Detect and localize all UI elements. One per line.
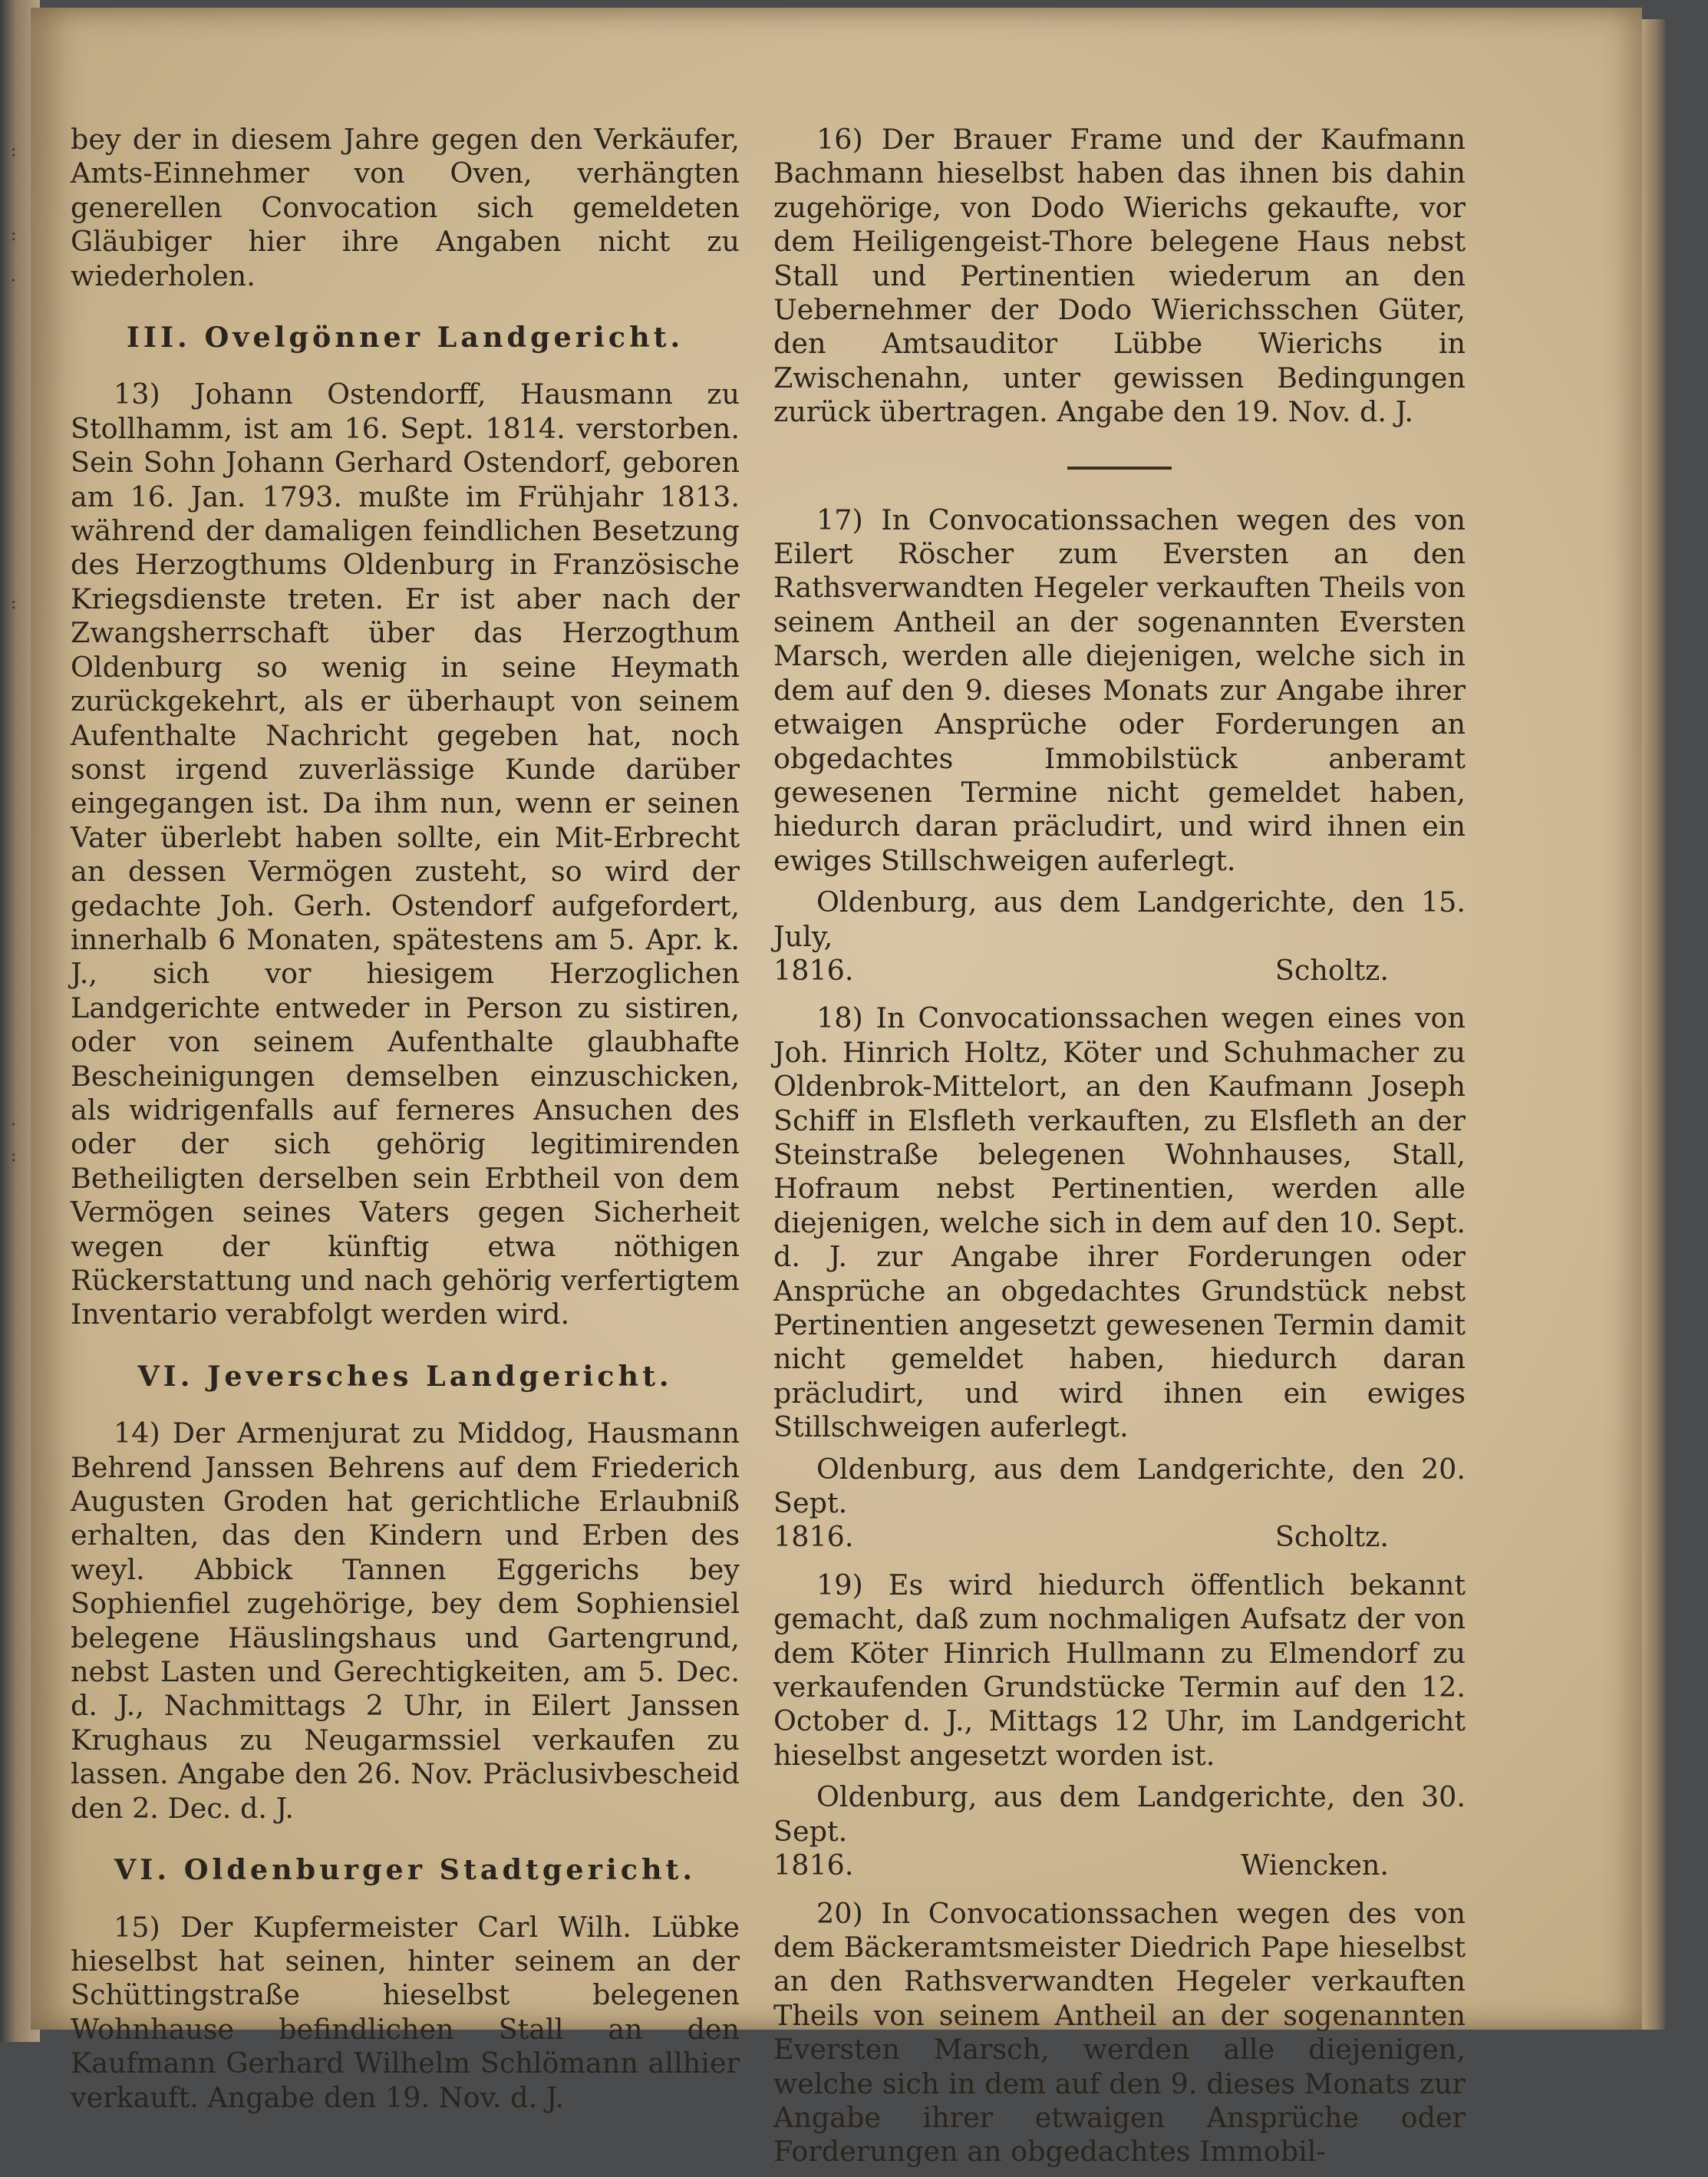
section-heading-ovelgoenne: III. Ovelgönner Landgericht.	[126, 321, 684, 355]
year-19: 1816.	[773, 1849, 854, 1882]
notice-13: 13) Johann Ostendorff, Hausmann zu Stollhamm, ist am 16. Sept. 1814. verstorben. Sein Sohn Johann Gerhard Ostendorf, geboren am 16. Jan. 1793. mußte im Frühjahr 1813. während der damaligen feindlichen Besetzung des Herzogthums Oldenburg in Französische Kriegsdienste treten. Er ist aber nach der Zwangsherrschaft über das Herzogthum Oldenburg so wenig in seine Heymath zurückgekehrt, als er überhaupt von seinem Aufenthalte Nachricht gegeben hat, noch sonst irgend zuverlässige Kunde darüber eingegangen ist. Da ihm nun, wenn er seinen Vater überlebt haben sollte, ein Mit-Erbrecht an dessen Vermögen zusteht, so wird der gedachte Joh. Gerh. Ostendorf aufgefordert, innerhalb 6 Monaten, spätestens am 5. Apr. k. J., sich vor hiesigem Herzoglichen Landgerichte entweder in Person zu sistiren, oder von seinem Aufenthalte glaubhafte Bescheinigungen demselben einzuschicken, als widrigenfalls auf ferneres Ansuchen des oder der sich gehörig legitimirenden Betheiligten derselben sein Erbtheil von dem Vermögen seines Vaters gegen Sicherheit wegen der künftig etwa nöthigen Rückerstattung und nach gehörig verfertigtem Inventario verabfolgt werden wird.	[71, 378, 740, 1331]
dateline-19: Oldenburg, aus dem Landgerichte, den 30. Sept.	[773, 1780, 1466, 1848]
margin-mark: ·	[11, 272, 16, 291]
margin-mark: :	[11, 226, 17, 245]
year-17: 1816.	[773, 953, 854, 987]
notice-18: 18) In Convocationssachen wegen eines von Joh. Hinrich Holtz, Köter und Schuhmacher zu Oldenbrok-Mittelort, an den Kaufmann Joseph Schiff in Elsfleth verkauften, zu Elsfleth an der Steinstraße belegenen Wohnhauses, Stall, Hofraum nebst Pertinentien, werden alle diejenigen, welche sich in dem auf den 10. Sept. d. J. zur Angabe ihrer Forderungen oder Ansprüche an obgedachtes Grundstück nebst Pertinentien angesetzt gewesenen Termin damit nicht gemeldet haben, hiedurch daran präcludirt, und wird ihnen ein ewiges Stillschweigen auferlegt.	[773, 1001, 1466, 1444]
margin-mark: :	[11, 141, 17, 160]
right-column	[773, 123, 1466, 2177]
signature-18: Scholtz.	[1274, 1520, 1389, 1554]
notice-15: 15) Der Kupfermeister Carl Wilh. Lübke hieselbst hat seinen, hinter seinem an der Schüttingstraße hieselbst belegenen Wohnhause befindlichen Stall an den Kaufmann Gerhard Wilhelm Schlömann allhier verkauft. Angabe den 19. Nov. d. J.	[71, 1910, 740, 2114]
section-heading-jever: VI. Jeversches Landgericht.	[137, 1359, 673, 1393]
notice-19: 19) Es wird hiedurch öffentlich bekannt gemacht, daß zum nochmaligen Aufsatz der von dem Köter Hinrich Hullmann zu Elmendorf zu verkaufenden Grundstücke Termin auf den 12. October d. J., Mittags 12 Uhr, im Landgericht hieselbst angesetzt worden ist.	[773, 1568, 1466, 1772]
notice-20: 20) In Convocationssachen wegen des von dem Bäckeramtsmeister Diedrich Pape hieselbst an den Rathsverwandten Hegeler verkauften Theils von seinem Antheil an der sogenannten Eversten Marsch, werden alle diejenigen, welche sich in dem auf den 9. dieses Monats zur Angabe ihrer etwaigen Ansprüche oder Forderungen an obgedachtes Immobil-	[773, 1896, 1466, 2169]
dateline-18: Oldenburg, aus dem Landgerichte, den 20. Sept.	[773, 1452, 1466, 1520]
dateline-17: Oldenburg, aus dem Landgerichte, den 15. July,	[773, 886, 1466, 953]
left-column	[71, 123, 740, 2123]
margin-mark: ·	[11, 1116, 16, 1135]
signline-18	[773, 1520, 1466, 1554]
signline-17	[773, 954, 1466, 988]
year-18: 1816.	[773, 1520, 854, 1554]
notice-14: 14) Der Armenjurat zu Middog, Hausmann Behrend Janssen Behrens auf dem Friederich Augusten Groden hat gerichtliche Erlaubniß erhalten, das den Kindern und Erben des weyl. Abbick Tannen Eggerichs bey Sophienfiel zugehörige, bey dem Sophiensiel belegene Häuslingshaus und Gartengrund, nebst Lasten und Gerechtigkeiten, am 5. Dec. d. J., Nachmittags 2 Uhr, in Eilert Janssen Krughaus zu Neugarmssiel verkaufen zu lassen. Angabe den 26. Nov. Präclusivbescheid den 2. Dec. d. J.	[71, 1417, 740, 1825]
section-heading-oldenburg-stadtgericht: VI. Oldenburger Stadtgericht.	[114, 1853, 697, 1887]
page-stack-edge	[1642, 19, 1665, 2030]
signline-19	[773, 1849, 1466, 1882]
continued-paragraph: bey der in diesem Jahre gegen den Verkäufer, Amts-Einnehmer von Oven, verhängten generellen Convocation sich gemeldeten Gläubiger hier ihre Angaben nicht zu wiederholen.	[71, 123, 740, 292]
notice-16: 16) Der Brauer Frame und der Kaufmann Bachmann hieselbst haben das ihnen bis dahin zugehörige, von Dodo Wierichs gekaufte, vor dem Heiligengeist-Thore belegene Haus nebst Stall und Pertinentien wiederum an den Uebernehmer der Dodo Wierichsschen Güter, den Amtsauditor Lübbe Wierichs in Zwischenahn, unter gewissen Bedingungen zurück übertragen. Angabe den 19. Nov. d. J.	[773, 123, 1466, 429]
notice-17: 17) In Convocationssachen wegen des von Eilert Röscher zum Eversten an den Rathsverwandten Hegeler verkauften Theils von seinem Antheil an der sogenannten Eversten Marsch, werden alle diejenigen, welche sich in dem auf den 9. dieses Monats zur Angabe ihrer etwaigen Ansprüche oder Forderungen an obgedachtes Immobilstück anberamt gewesenen Termine nicht gemeldet haben, hiedurch daran präcludirt, und wird ihnen ein ewiges Stillschweigen auferlegt.	[773, 503, 1466, 877]
margin-mark: :	[11, 594, 17, 613]
signature-17: Scholtz.	[1274, 953, 1389, 987]
section-divider	[1067, 467, 1172, 470]
margin-mark: :	[11, 1146, 17, 1166]
signature-19: Wiencken.	[1241, 1849, 1389, 1882]
